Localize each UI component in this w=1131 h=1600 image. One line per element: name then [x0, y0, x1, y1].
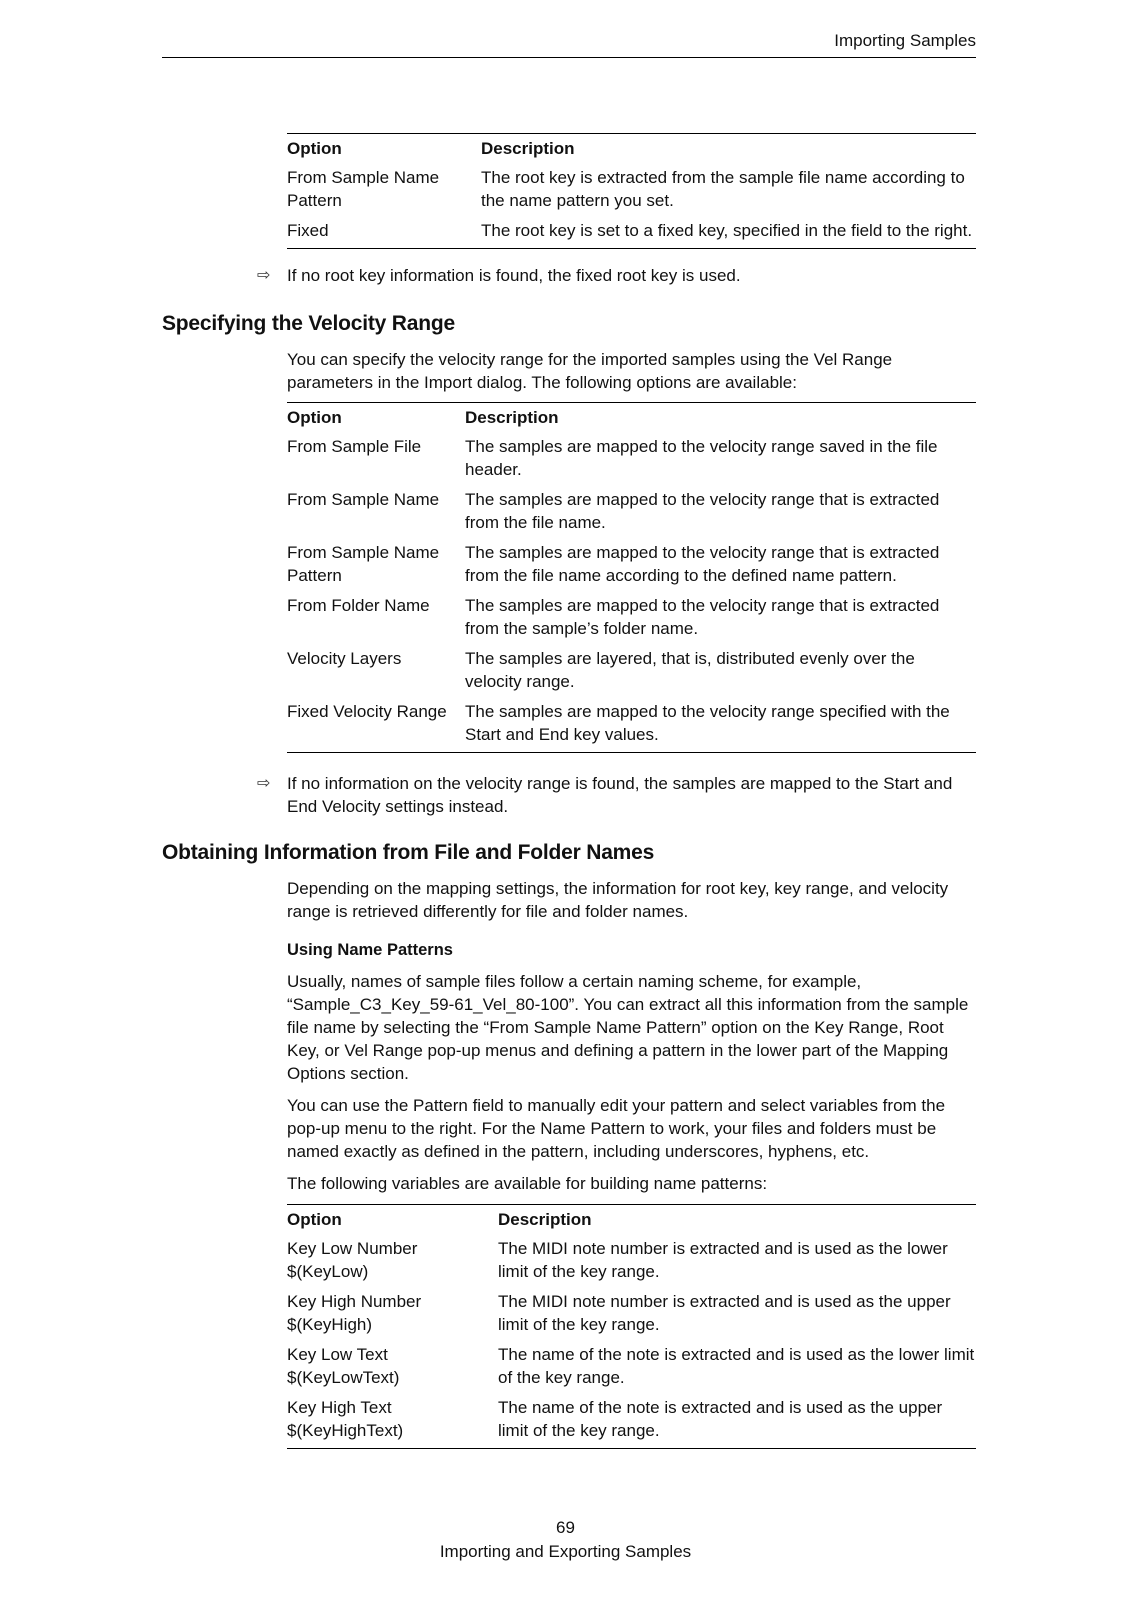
options-table [287, 1204, 976, 1449]
table-header-row [287, 403, 976, 436]
paragraph: You can specify the velocity range for the imported samples using the Vel Range parameters in the Import dialog. The following options are available: [287, 350, 893, 392]
option-cell: From Sample File [287, 437, 422, 456]
description-cell: The samples are layered, that is, distributed evenly over the velocity range. [465, 649, 915, 691]
description-cell: The samples are mapped to the velocity range that is extracted from the sample’s folder name. [465, 596, 940, 638]
arrow-right-outline-icon: ⇨ [257, 775, 271, 792]
table-row [287, 1237, 976, 1290]
option-cell: Velocity Layers [287, 649, 402, 668]
table-row [287, 219, 976, 249]
column-header-description: Description [481, 139, 575, 158]
paragraph: You can use the Pattern field to manually edit your pattern and select variables from the pop-up menu to the right. For the Name Pattern to work, your files and folders must be named exactly as defined in the pattern, including underscores, hyphens, etc. [287, 1096, 946, 1161]
description-cell: The name of the note is extracted and is used as the upper limit of the key range. [498, 1398, 943, 1440]
table-row [287, 1396, 976, 1449]
name-pattern-variables-table [287, 1204, 976, 1449]
option-cell: Fixed Velocity Range [287, 702, 447, 721]
velocity-intro [287, 348, 977, 394]
description-cell: The root key is extracted from the sample file name according to the name pattern you set. [481, 168, 965, 210]
running-header-title: Importing Samples [834, 31, 976, 50]
option-label: Key Low Number $(KeyLow) [287, 1239, 418, 1281]
name-patterns-body [287, 970, 977, 1195]
note-velocity-range [257, 772, 977, 818]
option-cell: From Sample Name [287, 490, 440, 509]
column-header-description: Description [465, 408, 559, 427]
description-cell: The samples are mapped to the velocity range saved in the file header. [465, 437, 938, 479]
option-cell [287, 1396, 498, 1449]
option-cell [287, 1290, 498, 1343]
option-label: Key High Text $(KeyHighText) [287, 1398, 404, 1440]
option-cell [287, 541, 465, 594]
description-cell: The MIDI note number is extracted and is used as the lower limit of the key range. [498, 1239, 948, 1281]
note-root-key [257, 264, 977, 287]
table-row [287, 1290, 976, 1343]
page-number: 69 [556, 1518, 575, 1537]
description-cell: The samples are mapped to the velocity range that is extracted from the file name according to the defined name pattern. [465, 543, 940, 585]
option-cell: Fixed [287, 221, 329, 240]
note-text: If no information on the velocity range is found, the samples are mapped to the Start and End Velocity settings instead. [287, 774, 953, 816]
table-row [287, 1343, 976, 1396]
option-label: From Sample Name Pattern [287, 168, 440, 210]
option-cell: From Folder Name [287, 596, 430, 615]
description-cell: The root key is set to a fixed key, specified in the field to the right. [481, 221, 973, 240]
section-heading-velocity-range: Specifying the Velocity Range [162, 312, 455, 335]
table-row [287, 594, 976, 647]
paragraph: Depending on the mapping settings, the information for root key, key range, and velocity range is retrieved differently for file and folder names. [287, 879, 949, 921]
description-cell: The name of the note is extracted and is used as the lower limit of the key range. [498, 1345, 975, 1387]
option-label: Key Low Text $(KeyLowText) [287, 1345, 400, 1387]
option-label: Key High Number $(KeyHigh) [287, 1292, 422, 1334]
table-row [287, 700, 976, 753]
description-cell: The samples are mapped to the velocity range that is extracted from the file name. [465, 490, 940, 532]
table-row [287, 166, 976, 219]
table-row [287, 647, 976, 700]
paragraph: The following variables are available for building name patterns: [287, 1174, 768, 1193]
subheading-name-patterns: Using Name Patterns [287, 941, 453, 959]
options-table [287, 402, 976, 753]
section-heading-file-folder-names: Obtaining Information from File and Folder Names [162, 841, 655, 864]
column-header-option: Option [287, 408, 342, 427]
description-cell: The samples are mapped to the velocity range specified with the Start and End key values. [465, 702, 950, 744]
options-table [287, 133, 976, 249]
table-header-row [287, 1205, 976, 1238]
table-row [287, 435, 976, 488]
arrow-right-outline-icon: ⇨ [257, 267, 271, 284]
names-intro [287, 877, 977, 923]
table-header-row [287, 134, 976, 167]
column-header-option: Option [287, 139, 342, 158]
option-cell [287, 1343, 498, 1396]
column-header-description: Description [498, 1210, 592, 1229]
paragraph: Usually, names of sample files follow a certain naming scheme, for example, “Sample_C3_Key_59-61_Vel_80-100”. You can extract all this information from the sample file name by selecting the “From Sample Name Pattern” option on the Key Range, Root Key, or Vel Range pop-up menus and defining a pattern in the lower part of the Mapping Options section. [287, 972, 969, 1083]
footer-chapter-title: Importing and Exporting Samples [439, 1542, 692, 1561]
option-label: From Sample Name Pattern [287, 543, 440, 585]
velocity-options-table [287, 402, 976, 753]
option-cell [287, 166, 481, 219]
root-key-options-table [287, 133, 976, 249]
running-header [162, 30, 976, 58]
column-header-option: Option [287, 1210, 342, 1229]
option-cell [287, 1237, 498, 1290]
table-row [287, 488, 976, 541]
description-cell: The MIDI note number is extracted and is used as the upper limit of the key range. [498, 1292, 951, 1334]
note-text: If no root key information is found, the fixed root key is used. [287, 266, 741, 285]
table-row [287, 541, 976, 594]
